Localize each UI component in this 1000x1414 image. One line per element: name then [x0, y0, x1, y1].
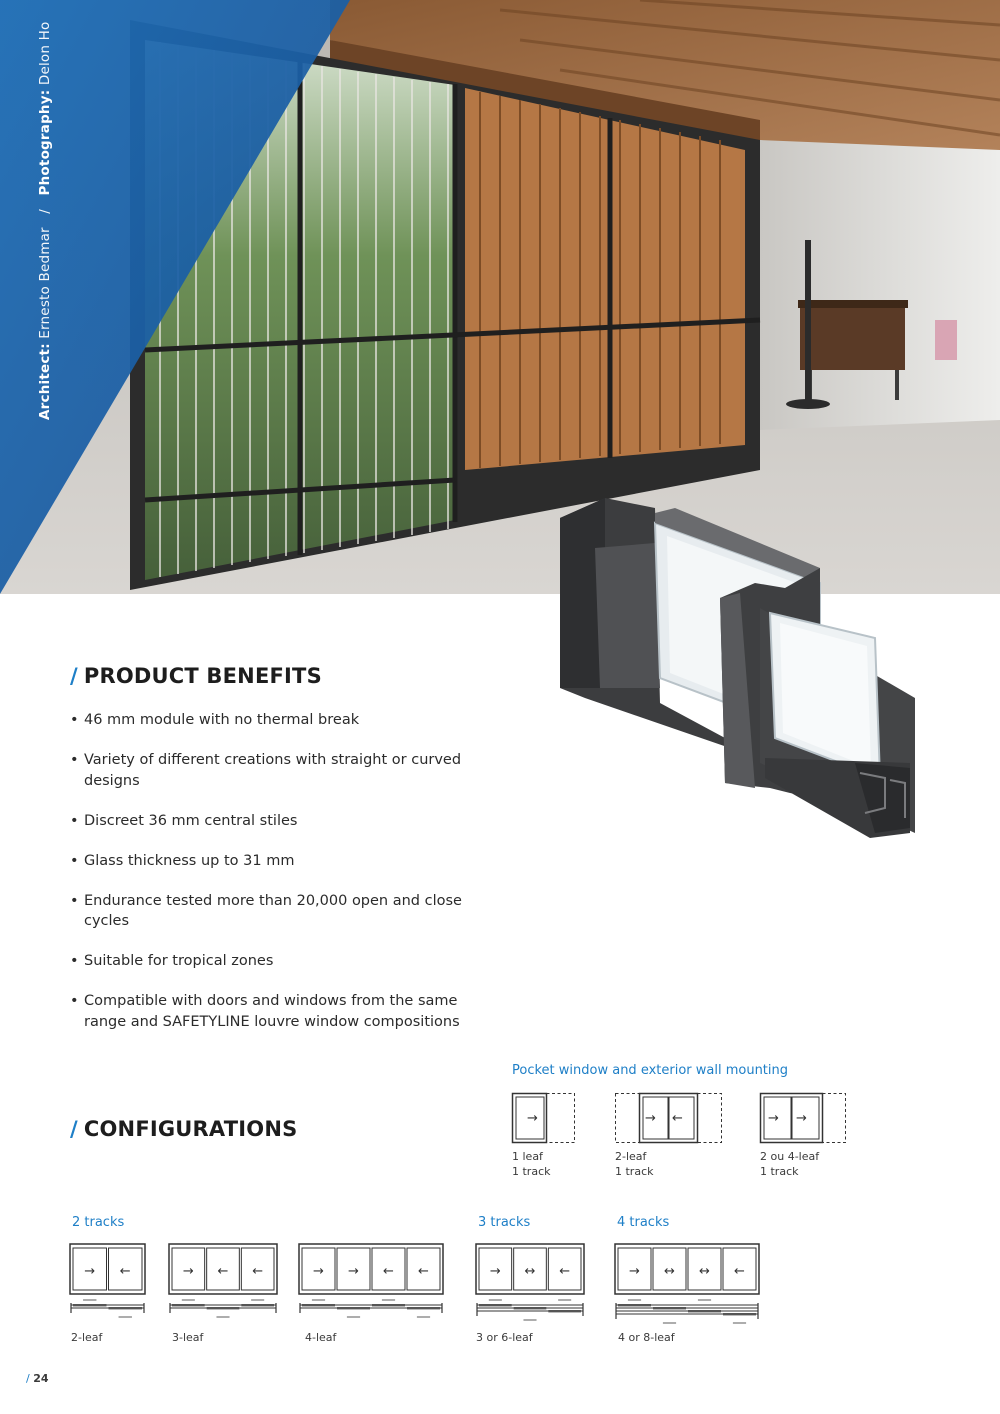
leaf-direction-arrow: ↔	[699, 1264, 710, 1279]
leaf-direction-arrow: ↔	[524, 1264, 536, 1279]
track-plan-view	[170, 1300, 276, 1317]
profile-section-image	[555, 488, 920, 843]
leaf-direction-arrow: ←	[734, 1264, 745, 1279]
leaf-direction-arrow: ←	[559, 1264, 571, 1279]
group-label-2-tracks: 2 tracks	[72, 1215, 125, 1230]
config-diagram-drawing	[298, 1243, 444, 1325]
pocket-diagram-1-leaf	[511, 1092, 576, 1144]
leaf-direction-arrow: →	[313, 1264, 324, 1279]
leaf-direction-arrow: →	[182, 1264, 194, 1279]
pocket-caption-3-leaves: 2 ou 4-leaf	[760, 1150, 820, 1163]
group-label-3-tracks: 3 tracks	[478, 1215, 531, 1230]
pocket-caption-1-tracks: 1 track	[512, 1164, 551, 1178]
config-caption-3-or-6-leaf: 3 or 6-leaf	[476, 1331, 533, 1344]
svg-text:→: →	[527, 1111, 538, 1126]
config-diagram-drawing	[69, 1243, 146, 1325]
leaf-direction-arrow: ↔	[664, 1264, 675, 1279]
frame-outline	[70, 1244, 145, 1294]
config-caption-4-leaf: 4-leaf	[305, 1331, 337, 1344]
page-number	[26, 1372, 49, 1385]
leaf-direction-arrow: →	[489, 1264, 501, 1279]
benefit-item: • 46 mm module with no thermal break	[70, 710, 470, 731]
pocket-diagram-2-leaf	[614, 1092, 724, 1144]
track-plan-view	[300, 1300, 442, 1317]
svg-text:←: ←	[672, 1111, 683, 1126]
pocket-caption-1-leaves: 1 leaf	[512, 1150, 543, 1163]
svg-text:→: →	[645, 1111, 656, 1126]
benefit-item: • Glass thickness up to 31 mm	[70, 851, 470, 872]
benefits-list	[70, 710, 470, 1052]
leaf-direction-arrow: →	[629, 1264, 640, 1279]
architect-label: Architect:	[37, 343, 53, 420]
config-diagram-2-leaf	[69, 1243, 146, 1325]
configurations-heading	[70, 1117, 297, 1141]
product-benefits-heading	[70, 664, 322, 688]
track-plan-view	[477, 1300, 583, 1320]
leaf-direction-arrow: ←	[119, 1264, 131, 1279]
pocket-caption-2	[615, 1150, 654, 1179]
leaf-direction-arrow: →	[348, 1264, 359, 1279]
aluminium-profile-illustration	[555, 488, 920, 843]
group-label-4-tracks: 4 tracks	[617, 1215, 670, 1230]
pocket-diagram-2-or-4-leaf	[759, 1092, 847, 1144]
credit-separator: /	[37, 208, 53, 214]
pocket-caption-1	[512, 1150, 551, 1179]
track-plan-view	[71, 1300, 144, 1317]
benefit-item: • Variety of different creations with straight or curved designs	[70, 750, 470, 791]
heading-slash: /	[70, 1117, 78, 1141]
leaf-direction-arrow: ←	[383, 1264, 394, 1279]
config-diagram-drawing	[475, 1243, 585, 1325]
pocket-caption-3-tracks: 1 track	[760, 1164, 799, 1178]
svg-text:→: →	[796, 1111, 807, 1126]
config-caption-4-or-8-leaf: 4 or 8-leaf	[618, 1331, 675, 1344]
config-diagram-drawing	[168, 1243, 278, 1325]
architect-name: Ernesto Bedmar	[37, 227, 53, 339]
pocket-caption-2-tracks: 1 track	[615, 1164, 654, 1178]
configurations-title: CONFIGURATIONS	[83, 1117, 298, 1141]
product-benefits-title: PRODUCT BENEFITS	[83, 664, 322, 688]
leaf-direction-arrow: ←	[418, 1264, 429, 1279]
pocket-window-title: Pocket window and exterior wall mounting	[512, 1063, 789, 1078]
page-number-value: 24	[33, 1372, 49, 1385]
photographer-name: Delon Ho	[37, 21, 53, 86]
track-plan-view	[616, 1300, 758, 1323]
config-caption-3-leaf: 3-leaf	[172, 1331, 204, 1344]
pocket-caption-2-leaves: 2-leaf	[615, 1150, 647, 1163]
config-diagram-3-or-6-leaf	[475, 1243, 585, 1325]
leaf-direction-arrow: ←	[252, 1264, 264, 1279]
leaf-direction-arrow: →	[84, 1264, 96, 1279]
benefit-item: • Compatible with doors and windows from the same range and SAFETYLINE louvre window compositions	[70, 991, 470, 1032]
config-diagram-3-leaf	[168, 1243, 278, 1325]
config-caption-2-leaf: 2-leaf	[71, 1331, 103, 1344]
benefit-item: • Endurance tested more than 20,000 open and close cycles	[70, 891, 470, 932]
benefit-item: • Discreet 36 mm central stiles	[70, 811, 470, 832]
photography-label: Photography:	[37, 89, 53, 196]
heading-slash: /	[70, 664, 78, 688]
config-diagram-4-or-8-leaf	[614, 1243, 760, 1325]
config-diagram-drawing	[614, 1243, 760, 1325]
photo-credit	[37, 22, 53, 420]
leaf-direction-arrow: ←	[217, 1264, 229, 1279]
svg-text:→: →	[768, 1111, 779, 1126]
page-number-slash: /	[26, 1372, 30, 1385]
benefit-item: • Suitable for tropical zones	[70, 951, 470, 972]
pocket-caption-3	[760, 1150, 819, 1179]
config-diagram-4-leaf	[298, 1243, 444, 1325]
